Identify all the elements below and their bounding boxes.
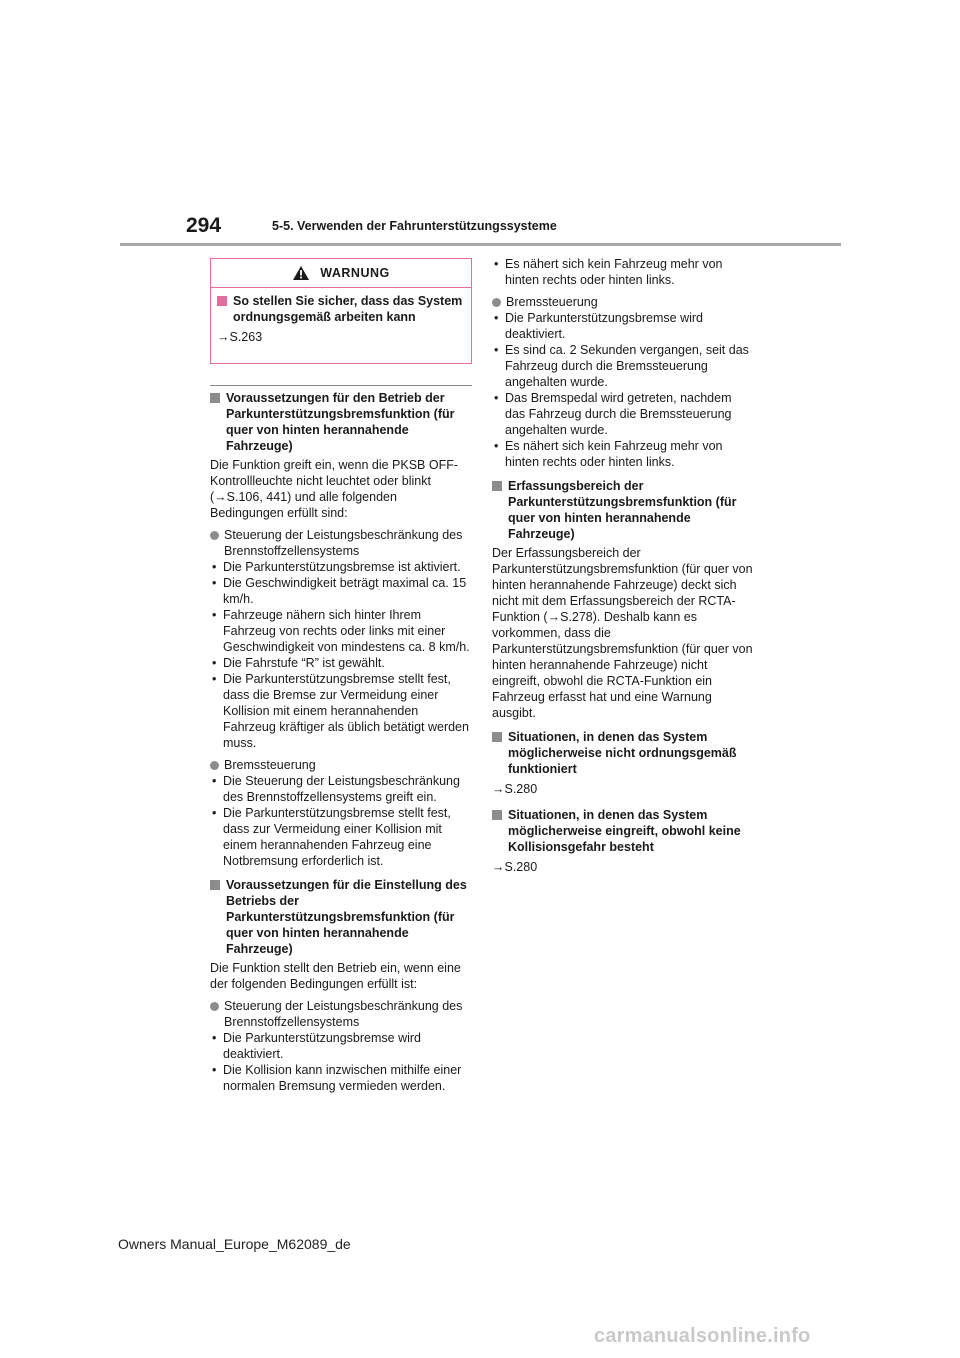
heading-text: Situationen, in denen das System möglicherweise eingreift, obwohl keine Kollisionsgefahr besteht xyxy=(508,808,741,854)
circle-item xyxy=(210,998,472,1030)
circle-bullet-icon xyxy=(210,761,219,770)
list-item: • Die Parkunterstützungsbremse wird deaktiviert. xyxy=(210,1030,472,1062)
list-item: • Die Parkunterstützungsbremse stellt fest, dass die Bremse zur Vermeidung einer Kollision mit einem herannahenden Fahrzeug kräftiger als üblich betätigt werden muss. xyxy=(210,671,472,751)
heading-unwanted-intervention xyxy=(492,807,754,855)
warning-body xyxy=(211,288,471,363)
list-item: • Die Geschwindigkeit beträgt maximal ca. 15 km/h. xyxy=(210,575,472,607)
heading-text: Erfassungsbereich der Parkunterstützungsbremsfunktion (für quer von hinten herannahende Fahrzeuge) xyxy=(508,479,737,541)
list-item: • Fahrzeuge nähern sich hinter Ihrem Fahrzeug von rechts oder links mit einer Geschwindigkeit von mindestens ca. 8 km/h. xyxy=(210,607,472,655)
list-item: • Es nähert sich kein Fahrzeug mehr von hinten rechts oder hinten links. xyxy=(492,438,754,470)
list-item: • Es sind ca. 2 Sekunden vergangen, seit das Fahrzeug durch die Bremssteuerung angehalten wurde. xyxy=(492,342,754,390)
square-bullet-icon xyxy=(210,393,220,403)
sub-list xyxy=(492,256,754,288)
circle-item-text: Steuerung der Leistungsbeschränkung des Brennstoffzellensystems xyxy=(224,999,463,1029)
circle-bullet-icon xyxy=(492,298,501,307)
section-rule xyxy=(210,385,472,386)
footer-text: Owners Manual_Europe_M62089_de xyxy=(118,1236,351,1252)
warning-header xyxy=(211,259,471,288)
warning-label: WARNUNG xyxy=(320,266,390,280)
heading-text: Situationen, in denen das System möglicherweise nicht ordnungsgemäß funktioniert xyxy=(508,730,737,776)
sub-list xyxy=(210,559,472,751)
list-item: • Die Fahrstufe “R” ist gewählt. xyxy=(210,655,472,671)
square-bullet-icon xyxy=(492,732,502,742)
circle-item-text: Steuerung der Leistungsbeschränkung des Brennstoffzellensystems xyxy=(224,528,463,558)
heading-text: Voraussetzungen für die Einstellung des Betriebs der Parkunterstützungsbremsfunktion (für quer von hinten herannahende Fahrzeuge) xyxy=(226,878,467,956)
list-item: • Das Bremspedal wird getreten, nachdem das Fahrzeug durch die Bremssteuerung angehalten wurde. xyxy=(492,390,754,438)
paragraph: Die Funktion stellt den Betrieb ein, wenn eine der folgenden Bedingungen erfüllt ist: xyxy=(210,961,461,991)
sub-list xyxy=(492,310,754,470)
warning-heading-text: So stellen Sie sicher, dass das System ordnungsgemäß arbeiten kann xyxy=(233,294,463,324)
square-bullet-icon xyxy=(492,481,502,491)
list-item: • Die Steuerung der Leistungsbeschränkung des Brennstoffzellensystems greift ein. xyxy=(210,773,472,805)
circle-bullet-icon xyxy=(210,531,219,540)
right-column xyxy=(492,256,754,885)
sub-list xyxy=(210,1030,472,1094)
circle-bullet-icon xyxy=(210,1002,219,1011)
header-rule xyxy=(120,243,841,246)
circle-item xyxy=(210,527,472,559)
page-ref: →S.280 xyxy=(492,782,538,796)
left-column xyxy=(210,258,472,1094)
heading-operation-conditions xyxy=(210,390,472,454)
circle-item xyxy=(492,294,754,310)
list-item: • Die Parkunterstützungsbremse stellt fest, dass zur Vermeidung einer Kollision mit einem herannahenden Fahrzeug eine Notbremsung erforderlich ist. xyxy=(210,805,472,869)
page-number: 294 xyxy=(186,214,222,237)
square-bullet-icon xyxy=(492,810,502,820)
section-title: 5-5. Verwenden der Fahrunterstützungssysteme xyxy=(272,219,557,233)
heading-malfunction-situations xyxy=(492,729,754,777)
circle-item-text: Bremssteuerung xyxy=(224,758,316,772)
sub-list xyxy=(210,773,472,869)
list-item: • Die Kollision kann inzwischen mithilfe einer normalen Bremsung vermieden werden. xyxy=(210,1062,472,1094)
circle-item xyxy=(210,757,472,773)
heading-stop-conditions xyxy=(210,877,472,957)
page-ref: →S.280 xyxy=(492,860,538,874)
warning-heading xyxy=(217,293,463,325)
heading-text: Voraussetzungen für den Betrieb der Parkunterstützungsbremsfunktion (für quer von hinten herannahende Fahrzeuge) xyxy=(226,391,455,453)
list-item: • Es nähert sich kein Fahrzeug mehr von hinten rechts oder hinten links. xyxy=(492,256,754,288)
list-item: • Die Parkunterstützungsbremse ist aktiviert. xyxy=(210,559,472,575)
heading-detection-range xyxy=(492,478,754,542)
square-bullet-icon xyxy=(217,296,227,306)
warning-triangle-icon xyxy=(292,265,310,281)
warning-box xyxy=(210,258,472,364)
list-item: • Die Parkunterstützungsbremse wird deaktiviert. xyxy=(492,310,754,342)
square-bullet-icon xyxy=(210,880,220,890)
watermark: carmanualsonline.info xyxy=(594,1325,811,1347)
warning-ref: →S.263 xyxy=(217,330,263,344)
paragraph: Die Funktion greift ein, wenn die PKSB OFF-Kontrollleuchte nicht leuchtet oder blinkt (→S.106, 441) und alle folgenden Bedingungen erfüllt sind: xyxy=(210,458,459,520)
circle-item-text: Bremssteuerung xyxy=(506,295,598,309)
paragraph: Der Erfassungsbereich der Parkunterstützungsbremsfunktion (für quer von hinten herannahende Fahrzeuge) deckt sich nicht mit dem Erfassungsbereich der RCTA-Funktion (→S.278). Deshalb kann es vorkommen, dass die Parkunterstützungsbremsfunktion (für quer von hinten herannahende Fahrzeuge) nicht eingreift, obwohl die RCTA-Funktion ein Fahrzeug erfasst hat und eine Warnung ausgibt. xyxy=(492,546,753,720)
